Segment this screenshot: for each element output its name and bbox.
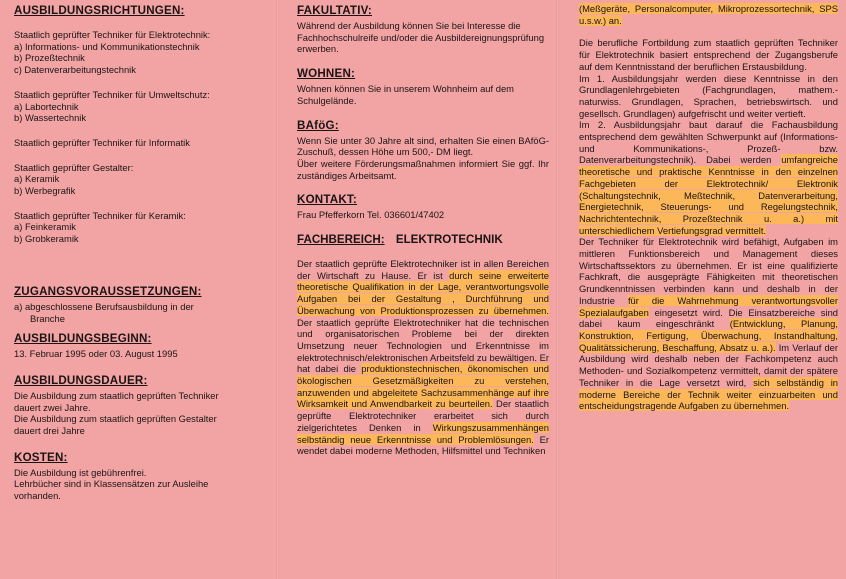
group-title: Staatlich geprüfter Techniker für Informatik <box>14 136 190 148</box>
zugang-line: a) abgeschlossene Berufsausbildung in der <box>14 300 194 312</box>
fachbereich-heading <box>297 233 549 246</box>
highlighted-text: (Meßgeräte, Personalcomputer, Mikroprozessortechnik, SPS u.s.w.) an. <box>579 3 838 26</box>
group-umweltschutz <box>14 89 267 124</box>
text-run: Im Verlauf der Ausbildung wird deshalb neben der Fachkompetenz auch Methoden- und Sozialkompetenz vermittelt, damit der spätere Techniker in die Lage versetzt wird, <box>579 341 839 388</box>
group-item: b) Wassertechnik <box>14 112 87 124</box>
group-item: b) Werbegrafik <box>14 185 76 197</box>
highlighted-text: sich selbständig in moderne Bereiche der Technik weiter einzuarbeiten und entscheidungstragende Aufgaben zu übernehmen. <box>579 376 839 412</box>
group-item: a) Labortechnik <box>14 100 79 112</box>
bafoeg-text: Wenn Sie unter 30 Jahre alt sind, erhalten Sie einen BAföG-Zuschuß, dessen Höhe um 500,- DM liegt. <box>297 134 549 158</box>
group-title: Staatlich geprüfter Gestalter: <box>14 161 134 173</box>
group-item: a) Keramik <box>14 173 60 185</box>
group-item: a) Feinkeramik <box>14 221 76 233</box>
heading-ausbildungsbeginn: AUSBILDUNGSBEGINN: <box>14 332 152 346</box>
highlighted-text: für die Wahrnehmung verantwortungsvoller Spezialaufgaben <box>579 294 838 318</box>
beginn-text: 13. Februar 1995 oder 03. August 1995 <box>14 348 178 360</box>
group-title: Staatlich geprüfter Techniker für Umweltschutz: <box>14 88 210 100</box>
kosten-line: Lehrbücher sind in Klassensätzen zur Ausleihe <box>14 478 209 490</box>
highlighted-text: (Entwicklung, Planung, Konstruktion, Fertigung, Überwachung, Instandhaltung, Qualitätssicherung, Beschaffung, Absatz u. a.). <box>579 318 838 353</box>
continued-text <box>579 3 838 26</box>
group-title: Staatlich geprüfter Techniker für Keramik: <box>14 209 186 221</box>
text-run: Der Techniker für Elektrotechnik wird befähigt, Aufgaben im mittleren Funktionsbereich und Management dieses Wirtschaftssektors zu übernehmen. Er ist eine qualifizierte Fachkraft, die ausgeprägte Fähigkeiten mit theoretischen Grundkenntnissen verbinden kann und deshalb in der Industrie <box>579 236 838 306</box>
heading-ausbildungsdauer: AUSBILDUNGSDAUER: <box>14 373 148 387</box>
fachbereich-text <box>297 258 549 457</box>
paragraph-techniker <box>579 236 838 412</box>
heading-fachbereich: FACHBEREICH: <box>297 233 385 247</box>
fakultativ-text: Während der Ausbildung können Sie bei Interesse die Fachhochschulreife und/oder die Ausbildereignungsprüfung erwerben. <box>297 20 545 55</box>
group-item: b) Prozeßtechnik <box>14 52 85 64</box>
group-item: b) Grobkeramik <box>14 233 79 245</box>
column-middle <box>277 0 557 579</box>
heading-wohnen: WOHNEN: <box>297 67 356 81</box>
column-right <box>557 0 846 579</box>
paragraph-ausbildungsjahr-2 <box>579 119 838 236</box>
group-title: Staatlich geprüfter Techniker für Elektrotechnik: <box>14 29 211 40</box>
paragraph-fortbildung: Die berufliche Fortbildung zum staatlich geprüften Techniker für Elektrotechnik basiert entsprechend der Zugangsberufe auf dem Kenntnisstand der beruflichen Erstausbildung. <box>579 37 838 72</box>
heading-ausbildungsrichtungen: AUSBILDUNGSRICHTUNGEN: <box>14 4 185 17</box>
heading-fakultativ: FAKULTATIV: <box>297 4 372 17</box>
group-item: a) Informations- und Kommunikationstechnik <box>14 40 200 52</box>
text-run: Der staatlich geprüfte Elektrotechniker hat die technischen und organisatorischen Probleme bei der direkten Umsetzung neuer Technologien und Erkenntnisse im elektrotechnisch/elektronischen Arbeitsfeld zu bewältigen. Er hat dabei die <box>297 316 549 375</box>
heading-bafoeg: BAföG: <box>297 118 339 132</box>
text-run: Der staatlich geprüfte Elektrotechniker ist in allen Bereichen der Wirtschaft zu Hause. Er ist <box>297 258 549 281</box>
group-item: c) Datenverarbeitungstechnik <box>14 64 136 76</box>
text-run: eingesetzt wird. Die Einsatzbereiche sind dabei kaum eingeschränkt <box>579 306 838 330</box>
group-keramik <box>14 210 267 245</box>
kontakt-text: Frau Pfefferkorn Tel. 036601/47402 <box>297 209 445 221</box>
highlighted-text: durch seine erweiterte theoretische Qualifikation in der Lage, verantwortungsvolle Aufgaben bei der Gestaltung , Durchführung und Überwachung von Produktionsprozessen zu übernehmen. <box>297 269 549 316</box>
group-informatik <box>14 137 267 149</box>
highlighted-text: produktionstechnischen, ökonomischen und ökologischen Gesetzmäßigkeiten zu verstehen, anzuwenden und abgeleitete Sachzusammenhänge auf ihre Wirksamkeit und Anwendbarkeit zu beurteilen. <box>297 363 549 410</box>
column-left <box>0 0 277 579</box>
highlighted-text: Wirkungszusammenhängen selbständig neue Erkenntnisse und Problemlösungen. <box>297 421 549 445</box>
text-run: Er wendet dabei moderne Methoden, Hilfsmittel und Techniken <box>297 433 550 457</box>
text-run: Der staatlich geprüfte Elektrotechniker erarbeitet sich durch zielgerichtetes Denken in <box>297 398 549 433</box>
heading-kosten: KOSTEN: <box>14 450 68 464</box>
group-gestalter <box>14 162 267 197</box>
fachbereich-name: ELEKTROTECHNIK <box>395 233 503 247</box>
dauer-line: Die Ausbildung zum staatlich geprüften Gestalter <box>14 413 217 425</box>
zugang-line: Branche <box>30 312 65 324</box>
paragraph-ausbildungsjahr-1: Im 1. Ausbildungsjahr werden diese Kenntnisse in den Grundlagenlehrgebieten (Fachgrundlagen, mathem.-naturwiss. Grundlagen, Sprachen, betriebswirtsch. und gesellsch. Grundlagen) aufgefrischt und weiter vertieft. <box>579 72 838 119</box>
heading-zugangsvoraussetzungen: ZUGANGSVORAUSSETZUNGEN: <box>14 284 202 298</box>
wohnen-text: Wohnen können Sie in unserem Wohnheim auf dem Schulgelände. <box>297 83 514 106</box>
heading-kontakt: KONTAKT: <box>297 193 357 207</box>
kosten-line: vorhanden. <box>14 490 61 502</box>
dauer-line: dauert drei Jahre <box>14 425 85 437</box>
highlighted-text: umfangreiche theoretische und praktische Kenntnisse in den einzelnen Fachgebieten der Elektrotechnik/ Elektronik (Schaltungstechnik, Meßtechnik, Datenverarbeitung, Energietechnik, Steuerungs- und Regelungstechnik, Nachrichtentechnik, Prozeßtechnik u. a.) mit unterschiedlichem Vertiefungsgrad vermittelt. <box>579 154 838 236</box>
bafoeg-text-2: Über weitere Förderungsmaßnahmen informiert Sie ggf. Ihr zuständiges Arbeitsamt. <box>297 157 549 181</box>
dauer-line: Die Ausbildung zum staatlich geprüften Techniker <box>14 389 219 401</box>
kosten-line: Die Ausbildung ist gebührenfrei. <box>14 466 147 478</box>
text-run: Im 2. Ausbildungsjahr baut darauf die Fachausbildung entsprechend dem gewählten Schwerpunkt auf (Informations- und Kommunikations-, Prozeß- bzw. Datenverarbeitungstechnik). Dabei werden <box>579 119 838 166</box>
dauer-line: dauert zwei Jahre. <box>14 401 91 413</box>
group-elektrotechnik <box>14 29 267 76</box>
